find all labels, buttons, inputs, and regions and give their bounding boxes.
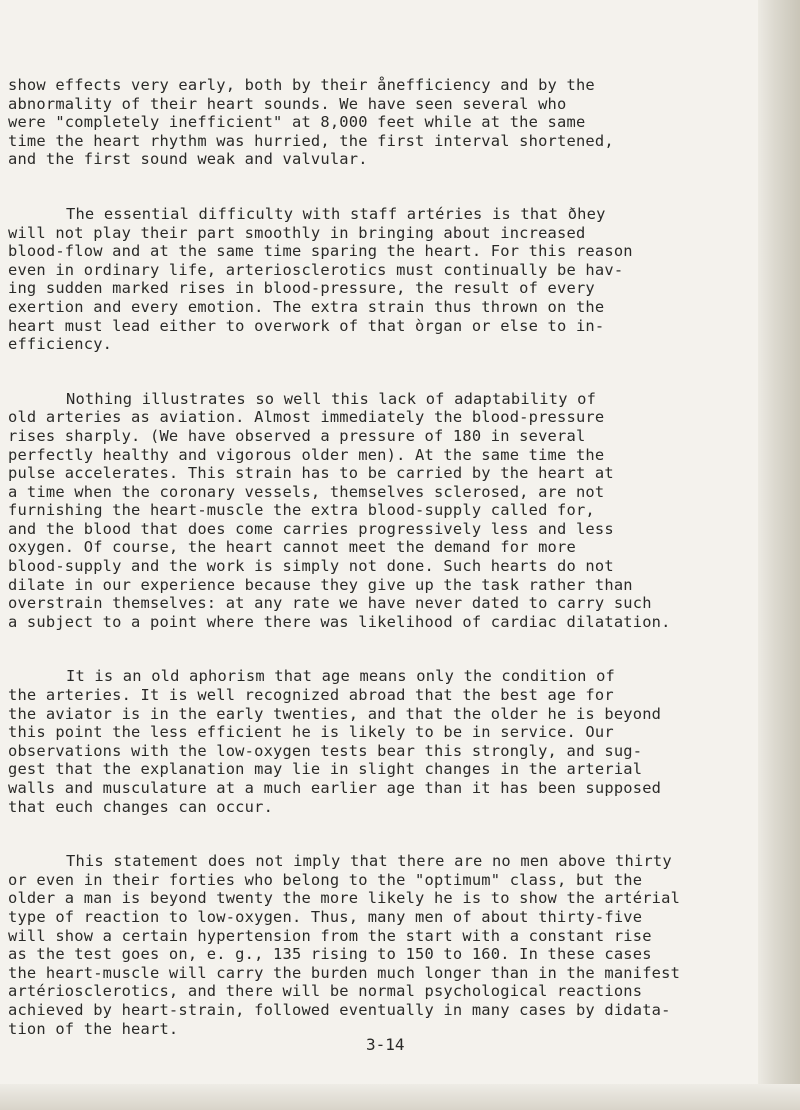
text-line: abnormality of their heart sounds. We have seen several who: [8, 94, 567, 113]
text-line: pulse accelerates. This strain has to be carried by the heart at: [8, 464, 614, 483]
paragraph: [8, 667, 748, 816]
page-number: 3-14: [366, 1035, 405, 1054]
text-line: rises sharply. (We have observed a pressure of 180 in several: [8, 426, 586, 445]
text-line: exertion and every emotion. The extra strain thus thrown on the: [8, 297, 605, 316]
text-line: the arteries. It is well recognized abroad that the best age for: [8, 686, 614, 705]
page-bottom-edge: [0, 1084, 800, 1110]
text-line: time the heart rhythm was hurried, the first interval shortened,: [8, 131, 614, 150]
text-line: tion of the heart.: [8, 1019, 179, 1038]
text-line: overstrain themselves: at any rate we have never dated to carry such: [8, 594, 652, 613]
text-line: older a man is beyond twenty the more likely he is to show the artérial: [8, 889, 681, 908]
text-line: This statement does not imply that there are no men above thirty: [66, 852, 672, 871]
document-body: [8, 76, 748, 1074]
text-line: a time when the coronary vessels, themselves sclerosed, are not: [8, 482, 605, 501]
text-line: gest that the explanation may lie in slight changes in the arterial: [8, 760, 643, 779]
text-line: or even in their forties who belong to the "optimum" class, but the: [8, 870, 643, 889]
text-line: will not play their part smoothly in bringing about increased: [8, 223, 586, 242]
text-line: It is an old aphorism that age means only the condition of: [66, 667, 616, 686]
text-line: furnishing the heart-muscle the extra blood-supply called for,: [8, 501, 595, 520]
text-line: the aviator is in the early twenties, and that the older he is beyond: [8, 704, 662, 723]
text-line: The essential difficulty with staff artéries is that ðhey: [66, 204, 606, 223]
text-line: efficiency.: [8, 335, 113, 354]
text-line: ing sudden marked rises in blood-pressure, the result of every: [8, 279, 595, 298]
paragraph: [8, 852, 748, 1038]
text-line: perfectly healthy and vigorous older men). At the same time the: [8, 445, 605, 464]
text-line: the heart-muscle will carry the burden much longer than in the manifest: [8, 963, 681, 982]
text-line: as the test goes on, e. g., 135 rising to 150 to 160. In these cases: [8, 945, 652, 964]
text-line: and the blood that does come carries progressively less and less: [8, 519, 614, 538]
text-line: observations with the low-oxygen tests bear this strongly, and sug-: [8, 741, 643, 760]
text-line: blood-flow and at the same time sparing the heart. For this reason: [8, 242, 633, 261]
text-line: Nothing illustrates so well this lack of adaptability of: [66, 389, 597, 408]
text-line: walls and musculature at a much earlier age than it has been supposed: [8, 779, 662, 797]
text-line: type of reaction to low-oxygen. Thus, many men of about thirty-five: [8, 907, 643, 926]
text-line: this point the less efficient he is likely to be in service. Our: [8, 723, 614, 742]
text-line: dilate in our experience because they give up the task rather than: [8, 575, 633, 594]
page-edge-shadow: [758, 0, 800, 1110]
text-line: a subject to a point where there was likelihood of cardiac dilatation.: [8, 612, 671, 631]
text-line: that euch changes can occur.: [8, 797, 274, 816]
text-line: heart must lead either to overwork of that òrgan or else to in-: [8, 316, 605, 335]
text-line: blood-supply and the work is simply not done. Such hearts do not: [8, 557, 614, 576]
paragraph: [8, 390, 748, 632]
text-line: even in ordinary life, arteriosclerotics must continually be hav-: [8, 260, 624, 279]
text-line: were "completely inefficient" at 8,000 feet while at the same: [8, 113, 586, 132]
text-line: show effects very early, both by their ånefficiency and by the: [8, 76, 595, 94]
paragraph: [8, 205, 748, 354]
paragraph: [8, 76, 748, 169]
text-line: achieved by heart-strain, followed eventually in many cases by didata-: [8, 1000, 671, 1019]
text-line: artériosclerotics, and there will be normal psychological reactions: [8, 982, 643, 1001]
text-line: will show a certain hypertension from the start with a constant rise: [8, 926, 652, 945]
text-line: and the first sound weak and valvular.: [8, 150, 368, 169]
text-line: old arteries as aviation. Almost immediately the blood-pressure: [8, 408, 605, 427]
text-line: oxygen. Of course, the heart cannot meet the demand for more: [8, 538, 576, 557]
